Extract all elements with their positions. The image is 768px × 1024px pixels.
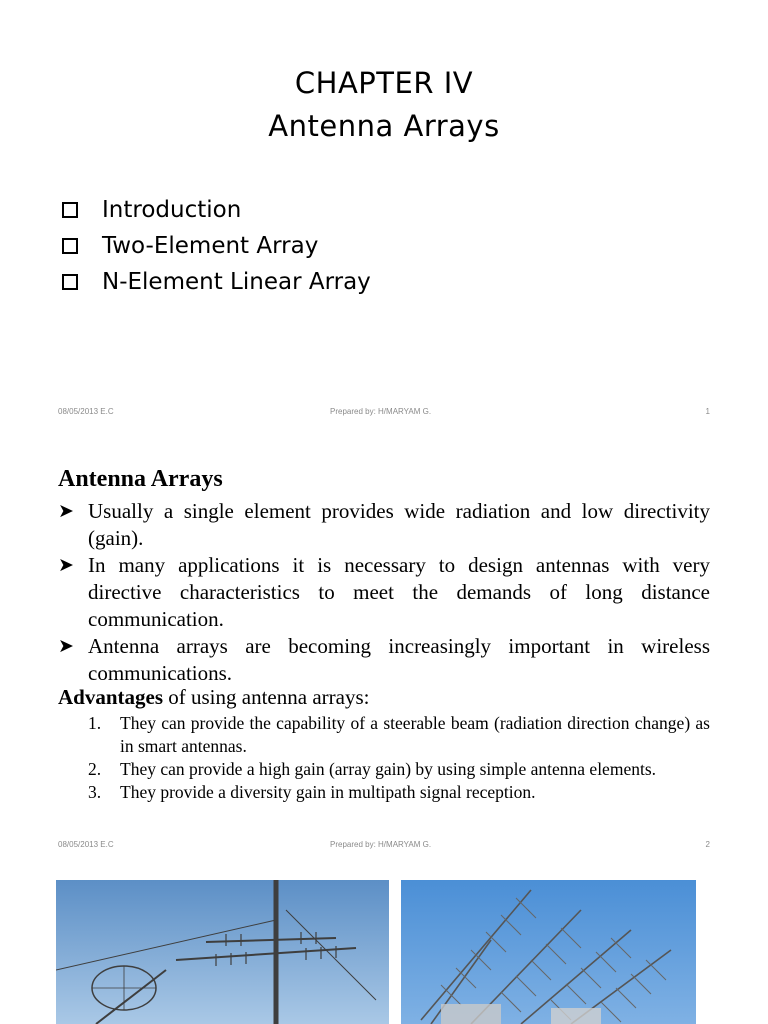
list-item — [60, 192, 371, 228]
list-item — [88, 758, 710, 781]
page-number: 2 — [705, 840, 710, 849]
list-item — [58, 498, 710, 552]
footer-author: Prepared by: H/MARYAM G. — [330, 407, 432, 416]
advantages-list — [88, 712, 710, 804]
slide-footer — [58, 840, 710, 852]
slide-footer — [58, 407, 710, 419]
list-item — [58, 633, 710, 687]
arrow-bullet-icon: ➤ — [58, 501, 74, 522]
item-text: They provide a diversity gain in multipath signal reception. — [120, 782, 536, 802]
antenna-photo-left — [56, 880, 389, 1024]
topic-label: Introduction — [102, 197, 242, 223]
topic-label: Two-Element Array — [102, 233, 319, 259]
item-number: 1. — [88, 713, 102, 733]
point-text: In many applications it is necessary to design antennas with very directive characteristics to meet the demands of long distance communication. — [88, 553, 710, 631]
chapter-title: CHAPTER IV — [294, 66, 474, 100]
footer-date: 08/05/2013 E.C — [58, 840, 114, 849]
point-text: Antenna arrays are becoming increasingly important in wireless communications. — [88, 634, 710, 685]
point-text: Usually a single element provides wide radiation and low directivity (gain). — [88, 499, 710, 550]
topic-label: N-Element Linear Array — [102, 269, 371, 295]
list-item — [88, 712, 710, 758]
list-item — [60, 264, 371, 300]
footer-author: Prepared by: H/MARYAM G. — [330, 840, 432, 849]
arrow-bullet-icon: ➤ — [58, 555, 74, 576]
list-item — [60, 228, 371, 264]
slide-2 — [0, 430, 768, 870]
advantages-intro — [58, 685, 369, 710]
page-number: 1 — [705, 407, 710, 416]
topic-list — [60, 192, 371, 300]
antenna-photo-right — [401, 880, 696, 1024]
item-text: They can provide a high gain (array gain) by using simple antenna elements. — [120, 759, 657, 779]
slide-heading: Antenna Arrays — [58, 466, 223, 492]
slide-1 — [0, 0, 768, 430]
point-list — [58, 498, 710, 687]
list-item — [88, 781, 710, 804]
list-item — [58, 552, 710, 633]
item-text: They can provide the capability of a steerable beam (radiation direction change) as in smart antennas. — [120, 713, 710, 756]
chapter-subtitle: Antenna Arrays — [268, 109, 500, 143]
item-number: 2. — [88, 759, 102, 779]
arrow-bullet-icon: ➤ — [58, 636, 74, 657]
checkbox-icon — [62, 238, 78, 254]
checkbox-icon — [62, 274, 78, 290]
advantages-label: Advantages — [58, 685, 164, 709]
checkbox-icon — [62, 202, 78, 218]
item-number: 3. — [88, 782, 102, 802]
advantages-text: of using antenna arrays: — [163, 685, 370, 709]
footer-date: 08/05/2013 E.C — [58, 407, 114, 416]
